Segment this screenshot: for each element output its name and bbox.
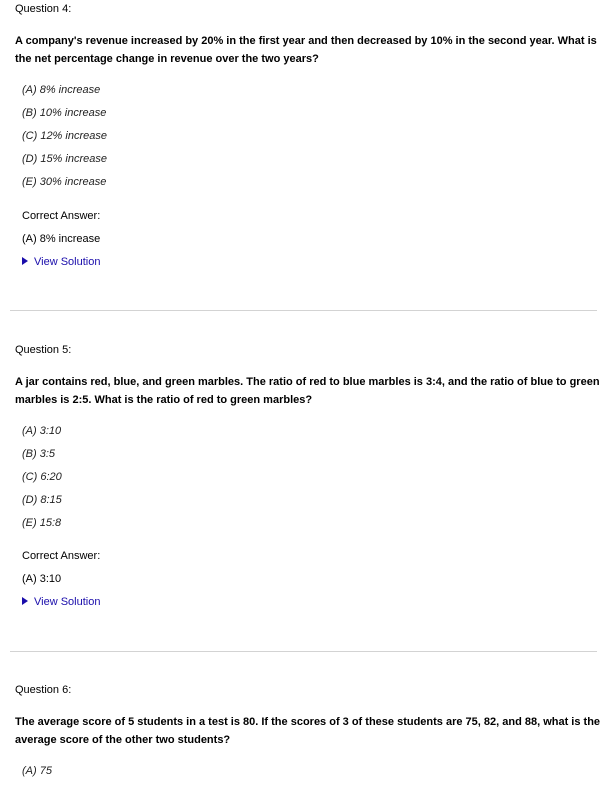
answer-choice: (C) 6:20	[22, 471, 62, 483]
view-solution-label: View Solution	[34, 596, 101, 608]
answer-choice: (A) 75	[22, 765, 52, 777]
correct-answer-value: (A) 3:10	[22, 573, 62, 585]
question-heading: Question 4:	[15, 3, 72, 15]
answer-choice: (B) 10% increase	[22, 107, 107, 119]
answer-choice: (D) 15% increase	[22, 153, 107, 165]
answer-choice: (E) 15:8	[22, 517, 62, 529]
view-solution-label: View Solution	[34, 256, 101, 268]
question-stem: The average score of 5 students in a test is 80. If the scores of 3 of these students are 75, 82, and 88, what is the average score of the other two students?	[15, 716, 601, 746]
answer-choice: (B) 3:5	[22, 448, 56, 460]
answer-choice: (A) 3:10	[22, 425, 62, 437]
question-stem: A company's revenue increased by 20% in the first year and then decreased by 10% in the second year. What is the net percentage change in revenue over the two years?	[15, 35, 597, 65]
question-stem: A jar contains red, blue, and green marbles. The ratio of red to blue marbles is 3:4, and the ratio of blue to green marbles is 2:5. What is the ratio of red to green marbles?	[15, 376, 600, 406]
answer-choice: (E) 30% increase	[22, 176, 107, 188]
view-solution-link[interactable]	[22, 597, 100, 608]
answer-choice: (A) 8% increase	[22, 84, 101, 96]
divider	[10, 651, 597, 652]
play-triangle-icon	[22, 257, 28, 265]
answer-choice: (C) 12% increase	[22, 130, 107, 142]
correct-answer-value: (A) 8% increase	[22, 233, 101, 245]
question-heading: Question 6:	[15, 684, 72, 696]
view-solution-link[interactable]	[22, 257, 100, 268]
play-triangle-icon	[22, 597, 28, 605]
correct-answer-label: Correct Answer:	[22, 210, 101, 222]
question-heading: Question 5:	[15, 344, 72, 356]
divider	[10, 310, 597, 311]
correct-answer-label: Correct Answer:	[22, 550, 101, 562]
answer-choice: (D) 8:15	[22, 494, 62, 506]
